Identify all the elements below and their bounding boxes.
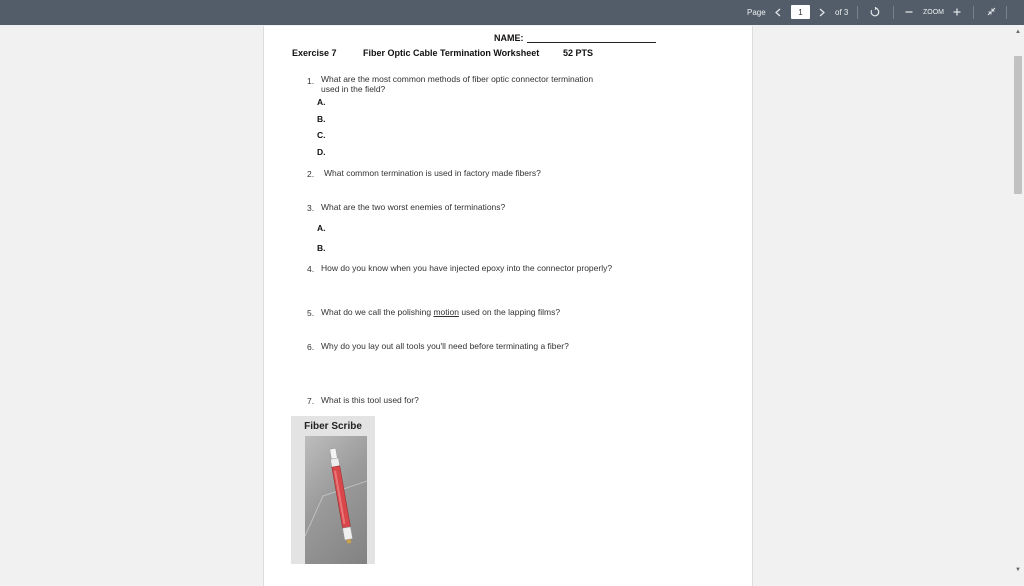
toolbar-separator [857,6,858,19]
question-text-part: used on the lapping films? [458,307,561,317]
worksheet-points: 52 PTS [563,48,594,58]
vertical-scrollbar[interactable] [1012,26,1024,576]
page-total: of 3 [835,8,849,17]
answer-option: D. [317,147,326,157]
minus-icon [905,8,913,16]
answer-option: A. [317,223,326,233]
zoom-out-button[interactable] [903,5,915,19]
question-number: 3. [307,203,315,213]
plus-icon [953,8,961,16]
name-line [527,42,656,43]
fullscreen-button[interactable] [985,5,997,19]
question-number: 6. [307,342,315,352]
page-number-input[interactable] [791,5,810,19]
image-caption: Fiber Scribe [304,421,362,432]
toolbar-separator [1006,6,1007,19]
question-text: How do you know when you have injected epoxy into the connector properly? [321,263,613,273]
answer-option: B. [317,243,326,253]
question-number: 7. [307,396,315,406]
prev-page-button[interactable] [773,5,783,19]
question-text: What are the two worst enemies of terminations? [321,202,506,212]
question-text: What are the most common methods of fiber optic connector termination [321,74,594,84]
question-text: Why do you lay out all tools you'll need before terminating a fiber? [321,341,569,351]
chevron-right-icon [819,8,825,17]
question-number: 5. [307,308,315,318]
question-text [321,308,560,317]
rotate-button[interactable] [868,5,882,19]
underlined-word: motion [433,307,459,317]
worksheet-title: Fiber Optic Cable Termination Worksheet [363,48,540,58]
document-page [263,26,753,586]
tool-photo [305,436,367,564]
question-text: used in the field? [321,84,386,94]
fiber-scribe-image [291,416,375,564]
exercise-number: Exercise 7 [292,48,337,58]
next-page-button[interactable] [817,5,827,19]
scrollbar-thumb[interactable] [1014,56,1022,194]
zoom-in-button[interactable] [951,5,963,19]
scroll-up-arrow-icon[interactable]: ▲ [1015,29,1021,35]
question-number: 1. [307,76,315,86]
answer-option: B. [317,114,326,124]
question-text: What common termination is used in factory made fibers? [324,168,541,178]
zoom-label: ZOOM [923,9,944,16]
question-number: 4. [307,264,315,274]
exit-fullscreen-icon [987,7,996,16]
toolbar-separator [973,6,974,19]
question-text-part: What do we call the polishing [321,307,434,317]
viewer-toolbar [0,0,1024,25]
question-text: What is this tool used for? [321,395,419,405]
name-label: NAME: [494,33,524,43]
toolbar-separator [893,6,894,19]
rotate-icon [870,7,880,17]
answer-option: C. [317,130,326,140]
answer-option: A. [317,97,326,107]
scroll-down-arrow-icon[interactable]: ▼ [1015,567,1021,573]
chevron-left-icon [775,8,781,17]
fiber-scribe-pen-icon [305,436,367,564]
page-label: Page [747,8,766,17]
question-number: 2. [307,169,315,179]
